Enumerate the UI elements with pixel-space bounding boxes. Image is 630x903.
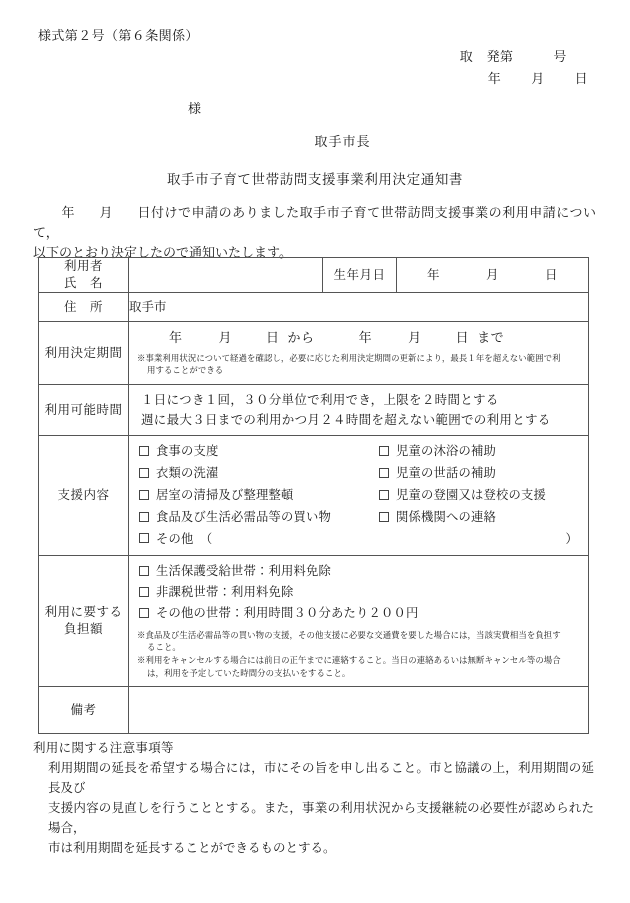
checkbox-icon[interactable] <box>139 490 149 500</box>
checkbox-icon[interactable] <box>139 566 149 576</box>
support-option-label: 食事の支度 <box>156 444 219 459</box>
footer-notes <box>33 738 594 858</box>
checkbox-icon[interactable] <box>139 533 149 543</box>
fee-option-other-household[interactable] <box>139 603 588 624</box>
table-row-fee <box>39 556 589 687</box>
intro-year: 年 <box>61 205 76 220</box>
support-option-room-cleaning[interactable] <box>139 485 379 507</box>
support-option-label: 衣類の洗濯 <box>156 465 219 480</box>
user-name-label-line2: 氏 名 <box>63 276 103 290</box>
fee-note-2-line-2: は，利用を予定していた時間分の支払いをすること。 <box>147 668 351 678</box>
footer-line-3: 市は利用期間を延長することができるものとする。 <box>48 841 336 855</box>
period-content <box>129 322 589 385</box>
intro-paragraph <box>33 203 596 263</box>
checkbox-icon[interactable] <box>379 468 389 478</box>
recipient-honorific: 様 <box>188 101 202 116</box>
footer-title: 利用に関する注意事項等 <box>33 741 174 755</box>
fee-option-welfare[interactable] <box>139 561 588 582</box>
period-note-line-2: 用することができる <box>147 366 224 376</box>
footer-body <box>33 758 594 858</box>
table-row-address <box>39 293 589 322</box>
support-row-4 <box>139 507 588 529</box>
support-other-close: ） <box>565 531 578 546</box>
period-to-word: まで <box>477 330 505 345</box>
support-option-label: 関係機関への連絡 <box>396 509 496 524</box>
intro-month: 月 <box>99 205 114 220</box>
user-name-label-line1: 利用者 <box>63 259 103 274</box>
decision-details-table <box>38 257 589 734</box>
birthdate-month: 月 <box>485 267 499 282</box>
table-row-support <box>39 436 589 556</box>
support-option-label: 居室の清掃及び整理整頓 <box>156 487 294 502</box>
document-number-label: 取 発第 <box>459 49 514 64</box>
period-note-line-1: ※事業利用状況について経過を確認し，必要に応じた利用決定期間の更新により，最長１年を超えない範囲で利 <box>137 353 561 363</box>
support-content <box>129 436 589 556</box>
document-number-suffix: 号 <box>553 49 567 64</box>
checkbox-icon[interactable] <box>139 587 149 597</box>
address-value[interactable]: 取手市 <box>129 293 589 322</box>
fee-content <box>129 556 589 687</box>
hours-content <box>129 385 589 436</box>
document-number-line <box>460 48 588 67</box>
birthdate-label: 生年月日 <box>323 258 397 293</box>
table-row-remarks <box>39 687 589 734</box>
support-option-child-care[interactable] <box>379 463 588 485</box>
document-number-block <box>460 48 588 89</box>
document-date-year: 年 <box>487 70 502 86</box>
support-option-label: 児童の沐浴の補助 <box>396 444 496 459</box>
fee-note-1-line-2: ること。 <box>147 643 181 653</box>
user-name-label <box>39 258 129 293</box>
address-label: 住 所 <box>39 293 129 322</box>
support-option-other[interactable] <box>139 529 588 551</box>
birthdate-year: 年 <box>426 267 440 282</box>
footer-line-1: 利用期間の延長を希望する場合には，市にその旨を申し出ること。市と協議の上，利用期間の延長及び <box>48 761 594 795</box>
fee-note-2-line-1: ※利用をキャンセルする場合には前日の正午までに連絡すること。当日の連絡あるいは無断キャンセル等の場合 <box>137 656 561 666</box>
fee-option-label: その他の世帯：利用時間３０分あたり２００円 <box>156 605 419 620</box>
fee-notes <box>129 628 588 686</box>
checkbox-icon[interactable] <box>379 512 389 522</box>
birthdate-day: 日 <box>545 267 559 282</box>
support-option-shopping[interactable] <box>139 507 379 529</box>
support-option-agency-contact[interactable] <box>379 507 588 529</box>
support-option-meal-prep[interactable] <box>139 441 379 463</box>
hours-label: 利用可能時間 <box>39 385 129 436</box>
support-checkbox-grid <box>129 436 588 555</box>
support-row-1 <box>139 441 588 463</box>
period-to-year: 年 <box>358 330 373 345</box>
support-option-child-bathing[interactable] <box>379 441 588 463</box>
footer-line-2: 支援内容の見直しを行うこととする。また，事業の利用状況から支援継続の必要性が認められた場合， <box>48 801 594 835</box>
checkbox-icon[interactable] <box>139 468 149 478</box>
fee-note-1-line-1: ※食品及び生活必需品等の買い物の支援，その他支援に必要な交通費を要した場合には，当該実費相当を負担す <box>137 630 561 640</box>
support-option-label: 食品及び生活必需品等の買い物 <box>156 509 331 524</box>
fee-option-label: 生活保護受給世帯：利用料免除 <box>156 564 331 579</box>
period-from-word: から <box>287 330 315 345</box>
hours-line-1: １日につき１回，３０分単位で利用でき，上限を２時間とする <box>141 393 499 408</box>
checkbox-icon[interactable] <box>139 512 149 522</box>
document-date-month: 月 <box>531 70 545 86</box>
period-from-month: 月 <box>218 330 233 345</box>
document-title: 取手市子育て世帯訪問支援事業利用決定通知書 <box>166 172 464 187</box>
hours-line-2: 週に最大３日までの利用かつ月２４時間を超えない範囲での利用とする <box>141 413 551 428</box>
support-option-label: 児童の世話の補助 <box>396 465 496 480</box>
user-name-value[interactable] <box>129 258 323 293</box>
period-label: 利用決定期間 <box>39 322 129 385</box>
birthdate-value[interactable] <box>397 258 589 293</box>
period-from-day: 日 <box>266 330 280 345</box>
support-option-label: 児童の登園又は登校の支援 <box>396 487 546 502</box>
checkbox-icon[interactable] <box>379 490 389 500</box>
support-row-3 <box>139 485 588 507</box>
period-date-range[interactable] <box>129 322 588 351</box>
issuer-name: 取手市長 <box>314 134 371 149</box>
intro-line-1: 日付けで申請のありました取手市子育て世帯訪問支援事業の利用申請について， <box>33 205 596 241</box>
support-row-2 <box>139 463 588 485</box>
checkbox-icon[interactable] <box>379 446 389 456</box>
period-to-day: 日 <box>455 330 470 345</box>
fee-option-label: 非課税世帯：利用料免除 <box>156 584 294 599</box>
fee-label <box>39 556 129 687</box>
period-to-month: 月 <box>408 330 422 345</box>
table-row-period <box>39 322 589 385</box>
intro-line-2: 以下のとおり決定したので通知いたします。 <box>33 245 292 261</box>
table-row-user-name <box>39 258 589 293</box>
fee-label-line1: 利用に要する <box>44 605 123 620</box>
fee-options <box>129 556 588 628</box>
period-note <box>129 351 588 384</box>
support-option-school-commute[interactable] <box>379 485 588 507</box>
support-option-laundry[interactable] <box>139 463 379 485</box>
support-label: 支援内容 <box>39 436 129 556</box>
fee-option-tax-exempt[interactable] <box>139 582 588 603</box>
hours-lines <box>129 385 588 435</box>
remarks-value[interactable] <box>129 687 589 734</box>
table-row-hours <box>39 385 589 436</box>
checkbox-icon[interactable] <box>139 446 149 456</box>
checkbox-icon[interactable] <box>139 608 149 618</box>
remarks-label: 備考 <box>39 687 129 734</box>
document-date-day: 日 <box>574 70 588 86</box>
period-from-year: 年 <box>169 330 183 345</box>
document-date-line <box>460 70 588 89</box>
support-other-label: その他 （ <box>156 531 213 546</box>
fee-label-line2: 負担額 <box>63 622 103 637</box>
form-number: 様式第２号（第６条関係） <box>38 28 199 43</box>
